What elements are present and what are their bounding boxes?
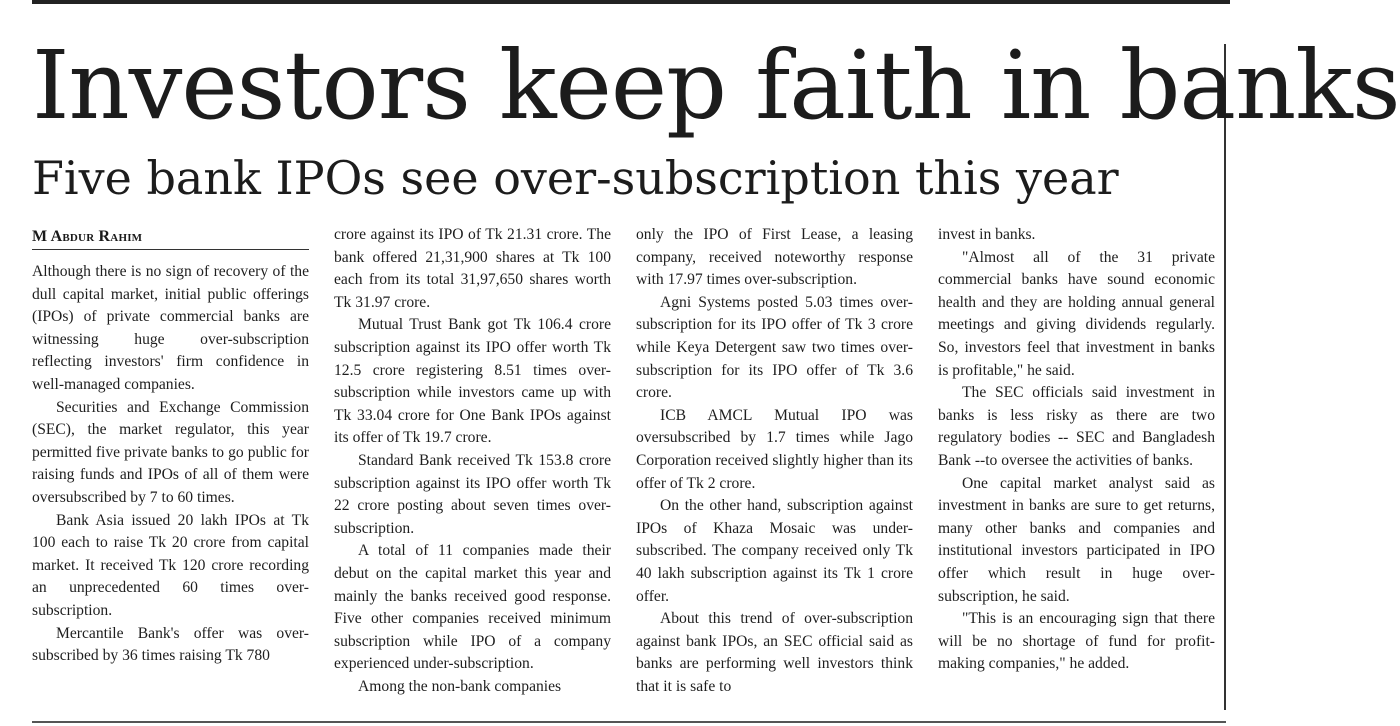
column-rule-right (1224, 44, 1226, 710)
article-column-3 (636, 224, 913, 698)
article-column-4 (938, 224, 1215, 676)
paragraph: "Almost all of the 31 private commercial banks have sound economic health and they are holding annual general meetings and giving dividends regularly. So, investors feel that investment in banks is profitable," he said. (938, 248, 1215, 379)
article-column-1 (32, 226, 309, 668)
paragraph: Securities and Exchange Commission (SEC), the market regulator, this year permitted five private banks to go public for raising funds and IPOs of all of them were oversubscribed by 7 to 60 times. (32, 398, 309, 506)
paragraph: A total of 11 companies made their debut on the capital market this year and mainly the banks received good response. Five other companies received minimum subscription while IPO of a company experienced under-subscription. (334, 542, 611, 673)
paragraph: One capital market analyst said as investment in banks are sure to get returns, many other banks and companies and institutional investors participated in IPO offer which result in huge over-subscription, he said. (938, 474, 1215, 605)
paragraph: Among the non-bank companies (358, 677, 562, 695)
paragraph: About this trend of over-subscription against bank IPOs, an SEC official said as banks are performing well investors think that it is safe to (636, 610, 913, 695)
paragraph: Bank Asia issued 20 lakh IPOs at Tk 100 each to raise Tk 20 crore from capital market. It received Tk 120 crore recording an unprecedented 60 times over-subscription. (32, 511, 309, 619)
paragraph: The SEC officials said investment in banks is less risky as there are two regulatory bodies -- SEC and Bangladesh Bank --to oversee the activities of banks. (938, 384, 1215, 469)
paragraph: Standard Bank received Tk 153.8 crore subscription against its IPO offer worth Tk 22 crore posting about seven times over-subscription. (334, 451, 611, 537)
bottom-rule (32, 721, 1226, 723)
paragraph: invest in banks. (938, 226, 1036, 243)
paragraph: only the IPO of First Lease, a leasing company, received noteworthy response with 17.97 times over-subscription. (636, 226, 913, 289)
top-rule (32, 0, 1230, 4)
paragraph: Mutual Trust Bank got Tk 106.4 crore subscription against its IPO offer worth Tk 12.5 crore registering 8.51 times over-subscription while investors came up with Tk 33.04 crore for One Bank IPOs against its offer of Tk 19.7 crore. (334, 316, 611, 447)
article-column-2 (334, 224, 611, 698)
paragraph: crore against its IPO of Tk 21.31 crore. The bank offered 21,31,900 shares at Tk 100 each from its total 31,97,650 shares worth Tk 31.97 crore. (334, 226, 611, 311)
paragraph: Mercantile Bank's offer was over-subscribed by 36 times raising Tk 780 (32, 624, 309, 665)
byline: M Abdur Rahim (32, 226, 309, 250)
paragraph: "This is an encouraging sign that there will be no shortage of fund for profit-making companies," he added. (938, 610, 1215, 673)
subheadline: Five bank IPOs see over-subscription this year (32, 151, 1119, 205)
paragraph: Although there is no sign of recovery of the dull capital market, initial public offerings (IPOs) of private commercial banks are witnessing huge over-subscription reflecting investors' firm confidence in well-managed companies. (32, 263, 309, 393)
paragraph: Agni Systems posted 5.03 times over-subscription for its IPO offer of Tk 3 crore while Keya Detergent saw two times over-subscription for its IPO offer of Tk 3.6 crore. (636, 293, 913, 402)
paragraph: On the other hand, subscription against IPOs of Khaza Mosaic was under-subscribed. The company received only Tk 40 lakh subscription against its Tk 1 crore offer. (636, 497, 913, 605)
headline: Investors keep faith in banks (32, 31, 1400, 141)
paragraph: ICB AMCL Mutual IPO was oversubscribed by 1.7 times while Jago Corporation received slightly higher than its offer of Tk 2 crore. (636, 406, 913, 492)
